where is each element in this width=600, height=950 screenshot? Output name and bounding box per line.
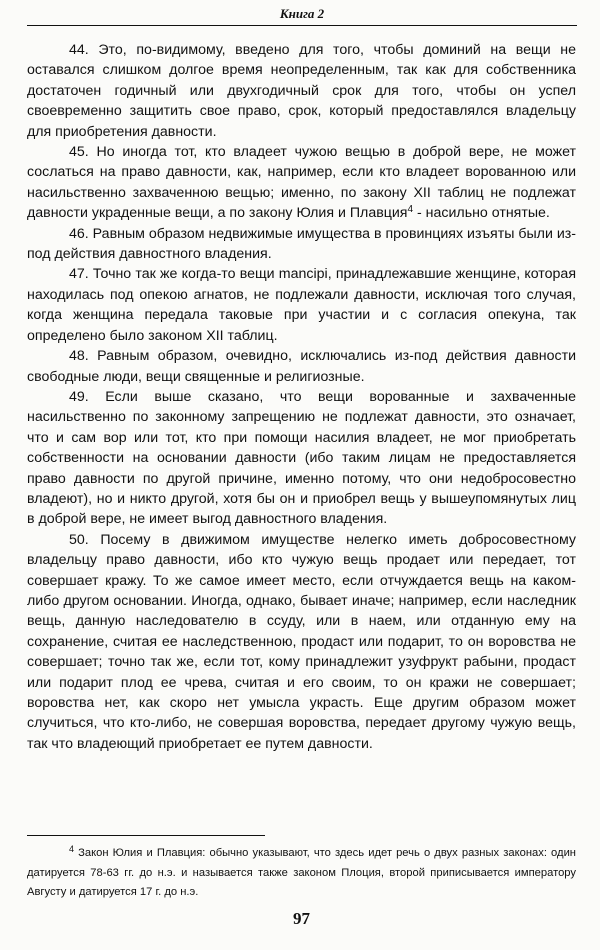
running-header: Книга 2 [279, 6, 325, 21]
paragraph-47: 47. Точно так же когда-то вещи mancipi, принадлежавшие женщине, которая находилась под опекою агнатов, не подлежали давности, исключая того случая, когда женщина передала таковые при участии и с согласия опекуна, так определено было законом XII таблиц. [27, 266, 576, 344]
paragraph-45-text: 45. Но иногда тот, кто владеет чужою вещью в доброй вере, не может сослаться на право давности, как, например, если кто владеет ворованною или насильственно захваченною вещью; именно, по закону XII таблиц не подлежат давности украденные вещи, а по закону Юлия и Плавция [27, 144, 576, 222]
paragraph-46: 46. Равным образом недвижимые имущества в провинциях изъяты были из-под действия давностного владения. [27, 225, 576, 263]
footnote-rule [27, 835, 265, 836]
footnote-4 [27, 844, 576, 903]
paragraph-49: 49. Если выше сказано, что вещи ворованные и захваченные насильственно по законному запрещению не подлежат давности, это означает, что и сам вор или тот, кто при помощи насилия владеет, не мог приобретать собственности на основании давности (ибо таким лицам не предоставляется право давности по другой причине, именно потому, что они недобросовестно владеют), но и никто другой, хотя бы он и приобрел вещь у вышеупомянутых лиц в доброй вере, не имеет выгод давностного владения. [27, 388, 576, 528]
paragraph-45-tail: - насильно отнятые. [413, 205, 550, 222]
paragraph-48: 48. Равным образом, очевидно, исключались из-под действия давности свободные люди, вещи священные и религиозные. [27, 348, 576, 385]
footnote-text: Закон Юлия и Плавция: обычно указывают, что здесь идет речь о двух разных законах: один датируется 78-63 гг. до н.э. и называется также законом Плоция, второй приписывается императору Августу и датируется 17 г. до н.э. [27, 847, 576, 898]
main-text [27, 40, 576, 754]
paragraph-44: 44. Это, по-видимому, введено для того, чтобы доминий на вещи не оставался слишком долгое время неопределенным, так как для собственника достаточен годичный или двухгодичный срок для того, чтобы он успел своевременно защитить свое право, срок, который предоставлялся владельцу для приобретения давности. [27, 42, 576, 140]
paragraph-50: 50. Посему в движимом имуществе нелегко иметь добросовестному владельцу право давности, ибо кто чужую вещь продает или передает, тот совершает кражу. То же самое имеет место, если отчуждается вещь на каком-либо другом основании. Иногда, однако, бывает иначе; например, если наследник вещь, данную наследователю в ссуду, или в наем, или отданную ему на сохранение, считая ее наследственною, продаст или подарит, то он воровства не совершает; точно так же, если тот, кому принадлежит узуфрукт рабыни, продаст или подарит плод ее чрева, считая и его своим, то он кражи не совершает; воровства нет, как скоро нет умысла украсть. Еще другим образом может случиться, что кто-либо, не совершая воровства, передает другому чужую вещь, так что владеющий приобретает ее путем давности. [27, 531, 576, 752]
footnote-number: 4 [69, 844, 75, 854]
page-number: 97 [293, 909, 310, 928]
footnote-ref-4[interactable]: 4 [407, 204, 414, 216]
paragraph-45 [27, 142, 576, 224]
header-rule [27, 25, 577, 26]
